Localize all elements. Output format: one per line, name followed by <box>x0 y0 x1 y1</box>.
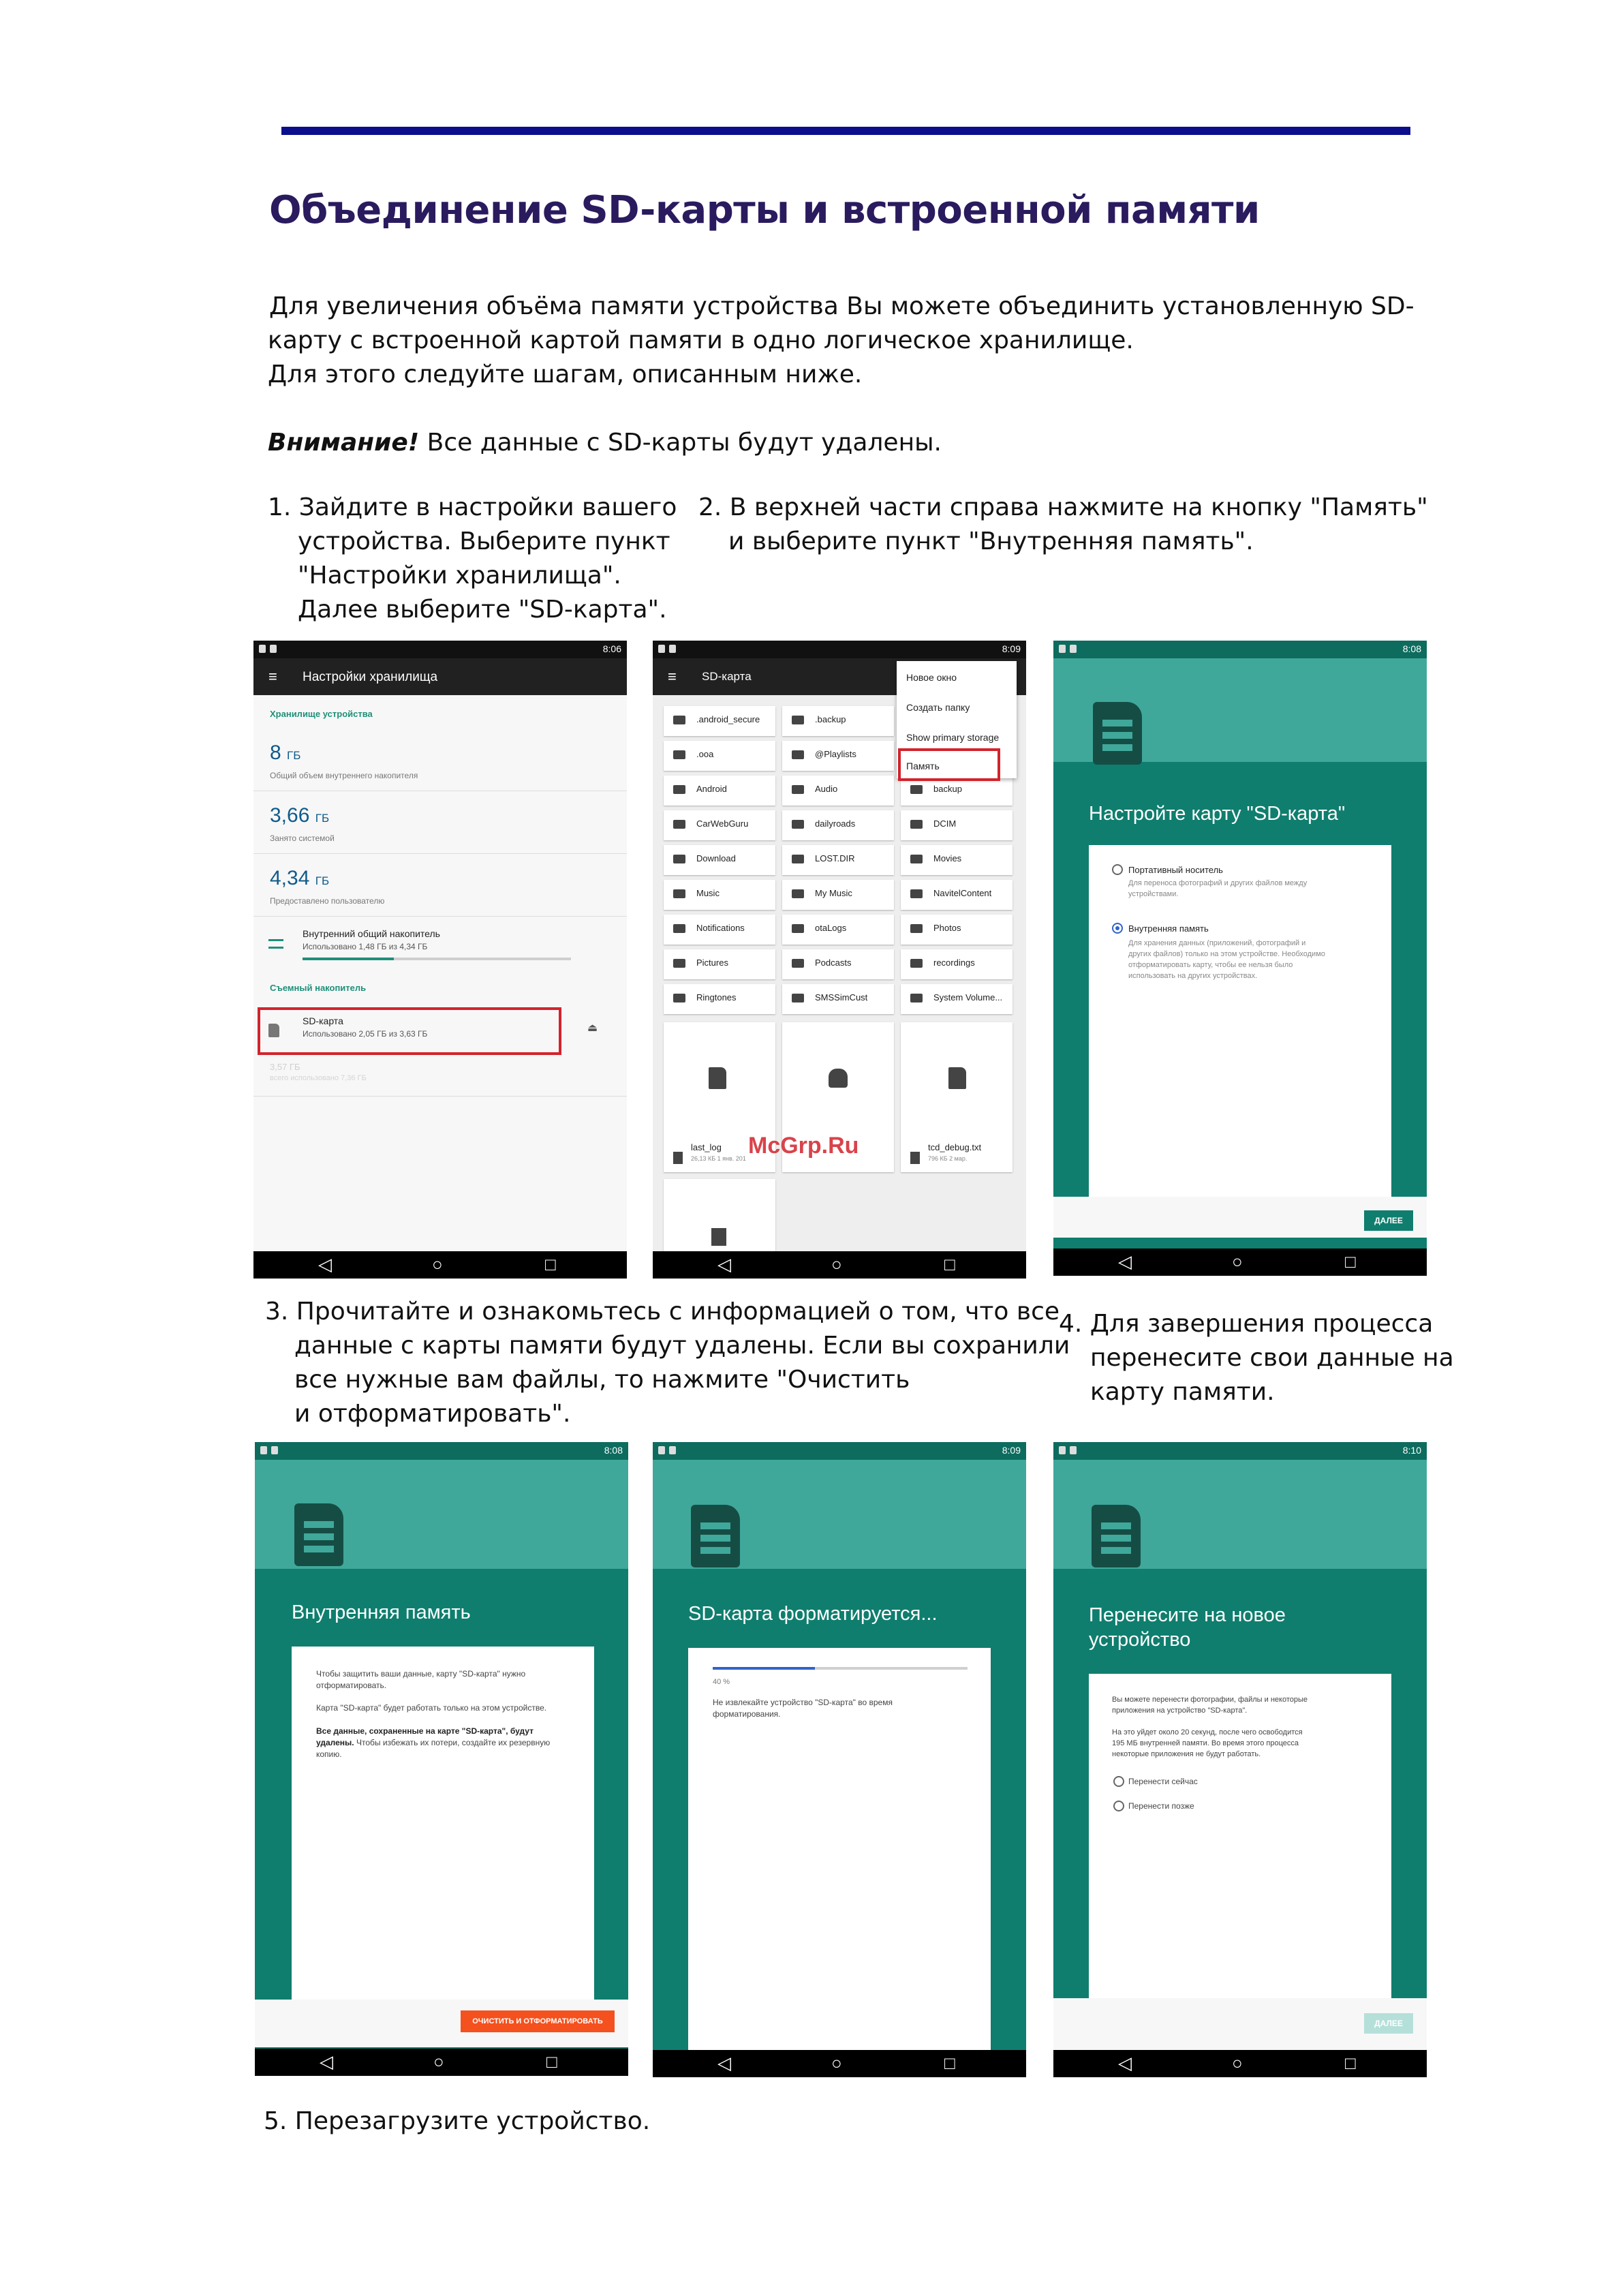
folder-icon <box>792 785 804 794</box>
sd-card-icon <box>294 1503 343 1566</box>
folder-name: Audio <box>815 784 838 794</box>
folder-icon <box>792 889 804 898</box>
folder-icon <box>673 716 685 724</box>
folder-name: Podcasts <box>815 958 852 968</box>
archive-icon <box>711 1228 726 1246</box>
folder-item[interactable] <box>664 949 775 979</box>
folder-item[interactable] <box>782 845 894 875</box>
options-card: Портативный носитель Для переноса фотографий и других файлов между устройствами. Внутренняя память Для хранения данных (приложений, фотографий и других файлов) только на этом устройстве. Необходимо отформатировать карту, чтобы ее нельзя было использовать на других устройствах. <box>1089 845 1391 1238</box>
step2-line-2: и выберите пункт "Внутренняя память". <box>728 527 1254 555</box>
folder-name: Music <box>696 888 720 898</box>
nav-bar <box>1053 1249 1427 1276</box>
menu-show-primary[interactable]: Show primary storage <box>906 732 1000 743</box>
status-time: 8:06 <box>602 643 621 654</box>
menu-memory[interactable]: Память <box>906 761 940 771</box>
app-toolbar <box>253 658 627 695</box>
internal-progress <box>303 958 571 960</box>
menu-icon[interactable]: ≡ <box>268 668 277 685</box>
screenshot-storage-settings <box>253 641 627 1279</box>
folder-icon <box>673 959 685 968</box>
folder-item[interactable] <box>664 845 775 875</box>
folder-icon <box>792 716 804 724</box>
folder-icon <box>792 855 804 863</box>
toolbar-title: SD-карта <box>702 670 752 683</box>
folder-icon <box>910 889 923 898</box>
screenshot-migrate-data <box>1053 1442 1427 2077</box>
menu-create-folder[interactable]: Создать папку <box>906 702 970 713</box>
intro-line-3: Для этого следуйте шагам, описанным ниже. <box>268 361 863 388</box>
folder-item[interactable] <box>782 984 894 1014</box>
faded-value: 3,57 ГБ <box>270 1062 300 1072</box>
note-line: форматирования. <box>713 1709 781 1719</box>
back-icon[interactable]: ◁ <box>717 2053 731 2073</box>
screenshot-internal-memory <box>255 1442 628 2076</box>
user-value: 4,34 ГБ <box>270 867 330 889</box>
folder-icon <box>910 994 923 1002</box>
info-line: На это уйдет около 20 секунд, после чего освободится <box>1112 1728 1303 1736</box>
recents-icon[interactable]: □ <box>1345 2053 1356 2073</box>
file-meta: 26,13 КБ 1 янв. 201 <box>691 1155 746 1162</box>
home-icon[interactable]: ○ <box>1232 1251 1243 1272</box>
sd-title: SD-карта <box>303 1015 343 1026</box>
status-time: 8:09 <box>1002 643 1021 654</box>
screenshot-file-manager <box>653 641 1026 1279</box>
folder-name: NavitelContent <box>933 888 992 898</box>
folder-icon <box>673 750 685 759</box>
step4-line-1: 4. Для завершения процесса <box>1059 1310 1434 1338</box>
back-icon[interactable]: ◁ <box>717 1254 731 1274</box>
status-time: 8:09 <box>1002 1445 1021 1456</box>
folder-icon <box>792 820 804 829</box>
internal-title: Внутренний общий накопитель <box>303 928 440 939</box>
format-progress <box>713 1667 968 1670</box>
folder-item[interactable] <box>782 776 894 806</box>
status-bar <box>1053 641 1427 658</box>
step3-line-2: данные с карты памяти будут удалены. Если вы сохранили <box>294 1332 1070 1360</box>
folder-item[interactable] <box>664 810 775 840</box>
screen-title-line-2: устройство <box>1089 1629 1191 1651</box>
step5-text: 5. Перезагрузите устройство. <box>264 2107 651 2135</box>
migrate-card: Вы можете перенести фотографии, файлы и некоторые приложения на устройство "SD-карта". На это уйдет около 20 секунд, после чего освободится 195 МБ внутренней памяти. Во время этого процесса некоторые приложения не будут работать. Перенести сейчас Перенести позже <box>1089 1674 1391 2005</box>
back-icon[interactable]: ◁ <box>320 2051 333 2072</box>
folder-item[interactable] <box>664 776 775 806</box>
step1-line-1: 1. Зайдите в настройки вашего <box>268 493 677 521</box>
progress-percent: 40 % <box>713 1678 730 1686</box>
document-icon <box>948 1067 966 1089</box>
back-icon[interactable]: ◁ <box>1118 1251 1132 1272</box>
progress-card <box>688 1648 991 2050</box>
faded-label: всего использовано 7,36 ГБ <box>270 1074 367 1082</box>
status-bar <box>1053 1442 1427 1460</box>
folder-icon <box>792 959 804 968</box>
home-icon[interactable]: ○ <box>831 2053 842 2073</box>
info-line: Карта "SD-карта" будет работать только на этом устройстве. <box>316 1703 547 1713</box>
folder-icon <box>673 785 685 794</box>
warning-label: Внимание! <box>268 429 420 457</box>
folder-icon <box>673 924 685 933</box>
info-line: Чтобы защитить ваши данные, карту "SD-карта" нужно <box>316 1669 526 1679</box>
info-line: приложения на устройство "SD-карта". <box>1112 1706 1248 1715</box>
folder-icon <box>792 924 804 933</box>
file-icon <box>709 1067 726 1089</box>
screenshot-setup-card <box>1053 641 1427 1276</box>
info-line: Вы можете перенести фотографии, файлы и некоторые <box>1112 1696 1308 1704</box>
header-rule <box>281 127 1410 135</box>
folder-icon <box>910 820 923 829</box>
sd-card-icon <box>1092 1505 1141 1567</box>
step4-line-2: перенесите свои данные на <box>1090 1344 1454 1372</box>
recents-icon[interactable]: □ <box>546 2051 557 2072</box>
menu-new-window[interactable]: Новое окно <box>906 672 957 683</box>
total-label: Общий объем внутреннего накопителя <box>270 771 418 780</box>
file-tile[interactable] <box>901 1022 1013 1172</box>
folder-item[interactable] <box>901 810 1013 840</box>
screen-title: Настройте карту "SD-карта" <box>1089 803 1346 825</box>
section-device-storage: Хранилище устройства <box>270 709 373 719</box>
radio-portable[interactable] <box>1112 864 1123 875</box>
folder-item[interactable] <box>782 880 894 910</box>
folder-name: .ooa <box>696 749 714 759</box>
folder-name: dailyroads <box>815 818 856 829</box>
folder-name: .android_secure <box>696 714 760 724</box>
info-line: некоторые приложения не будут работать. <box>1112 1750 1261 1758</box>
total-value: 8 ГБ <box>270 741 301 764</box>
file-name: last_log <box>691 1142 722 1152</box>
screen-title: SD-карта форматируется... <box>688 1603 938 1625</box>
folder-name: Pictures <box>696 958 728 968</box>
info-card <box>292 1647 594 2001</box>
file-small-icon <box>673 1152 683 1164</box>
radio-move-now[interactable] <box>1113 1776 1124 1787</box>
next-button-disabled[interactable]: ДАЛЕЕ <box>1364 2013 1413 2034</box>
step1-line-3: "Настройки хранилища". <box>298 562 621 590</box>
sd-sub: Использовано 2,05 ГБ из 3,63 ГБ <box>303 1029 428 1039</box>
warning-text <box>268 426 942 460</box>
info-line: копию. <box>316 1749 342 1759</box>
radio-internal[interactable] <box>1112 923 1123 934</box>
archive-tile[interactable] <box>664 1179 775 1254</box>
folder-item[interactable] <box>664 984 775 1014</box>
folder-item[interactable] <box>664 706 775 736</box>
screen-title-line-1: Перенесите на новое <box>1089 1604 1286 1626</box>
step3-line-1: 3. Прочитайте и ознакомьтесь с информацией о том, что все <box>265 1298 1060 1326</box>
page-title: Объединение SD-карты и встроенной памяти <box>269 188 1260 232</box>
back-icon[interactable]: ◁ <box>318 1254 332 1274</box>
folder-name: .backup <box>815 714 846 724</box>
step3-line-4: и отформатировать". <box>294 1400 571 1428</box>
menu-icon[interactable]: ≡ <box>668 668 677 685</box>
folder-icon <box>673 820 685 829</box>
recents-icon[interactable]: □ <box>545 1254 556 1274</box>
folder-item[interactable] <box>664 880 775 910</box>
intro-line-2: карту с встроенной картой памяти в одно логическое хранилище. <box>268 326 1134 354</box>
folder-item[interactable] <box>664 915 775 945</box>
folder-item[interactable] <box>782 949 894 979</box>
internal-sub: Использовано 1,48 ГБ из 4,34 ГБ <box>303 942 428 951</box>
status-time: 8:08 <box>1402 643 1421 654</box>
folder-name: Movies <box>933 853 962 863</box>
folder-name: recordings <box>933 958 975 968</box>
home-icon[interactable]: ○ <box>433 2051 444 2072</box>
warning-bold: Все данные, сохраненные на карте "SD-карта", будут <box>316 1726 534 1736</box>
home-icon[interactable]: ○ <box>1232 2053 1243 2073</box>
radio-move-later[interactable] <box>1113 1801 1124 1811</box>
folder-name: Ringtones <box>696 992 737 1002</box>
step1-line-4: Далее выберите "SD-карта". <box>298 596 667 624</box>
folder-name: @Playlists <box>815 749 856 759</box>
nav-bar <box>653 1251 1026 1279</box>
folder-name: otaLogs <box>815 923 847 933</box>
recents-icon[interactable]: □ <box>1345 1251 1356 1272</box>
screenshot-formatting <box>653 1442 1026 2077</box>
watermark: McGrp.Ru <box>748 1133 859 1159</box>
folder-icon <box>792 994 804 1002</box>
toolbar-title: Настройки хранилища <box>303 670 438 684</box>
system-value: 3,66 ГБ <box>270 804 330 827</box>
file-meta: 796 КБ 2 мар. <box>928 1155 968 1162</box>
sd-card-icon <box>1093 702 1142 765</box>
folder-item[interactable] <box>901 984 1013 1014</box>
status-time: 8:10 <box>1402 1445 1421 1456</box>
nav-bar <box>253 1251 627 1279</box>
folder-icon <box>910 785 923 794</box>
file-name: tcd_debug.txt <box>928 1142 982 1152</box>
info-line: 195 МБ внутренней памяти. Во время этого процесса <box>1112 1739 1299 1747</box>
folder-item[interactable] <box>901 845 1013 875</box>
recents-icon[interactable]: □ <box>944 2053 955 2073</box>
folder-name: System Volume... <box>933 992 1003 1002</box>
folder-name: My Music <box>815 888 852 898</box>
folder-item[interactable] <box>901 880 1013 910</box>
home-icon[interactable]: ○ <box>432 1254 443 1274</box>
status-bar <box>253 641 627 658</box>
folder-name: backup <box>933 784 962 794</box>
recents-icon[interactable]: □ <box>944 1254 955 1274</box>
status-bar <box>653 1442 1026 1460</box>
folder-icon <box>792 750 804 759</box>
section-removable: Съемный накопитель <box>270 983 367 993</box>
next-button[interactable]: ДАЛЕЕ <box>1364 1210 1413 1231</box>
folder-item[interactable] <box>782 810 894 840</box>
user-label: Предоставлено пользователю <box>270 896 385 906</box>
folder-item[interactable] <box>782 706 894 736</box>
folder-name: CarWebGuru <box>696 818 749 829</box>
folder-icon <box>910 855 923 863</box>
screen-title: Внутренняя память <box>292 1602 471 1623</box>
folder-item[interactable] <box>901 915 1013 945</box>
system-label: Занято системой <box>270 833 335 843</box>
step2-line-1: 2. В верхней части справа нажмите на кнопку "Память" <box>698 493 1428 521</box>
folder-name: LOST.DIR <box>815 853 855 863</box>
folder-icon <box>673 889 685 898</box>
erase-format-button[interactable]: ОЧИСТИТЬ И ОТФОРМАТИРОВАТЬ <box>461 2010 615 2032</box>
note-line: Не извлекайте устройство "SD-карта" во время <box>713 1698 893 1707</box>
android-icon <box>829 1069 848 1088</box>
info-line: удалены. Чтобы избежать их потери, создайте их резервную <box>316 1738 551 1747</box>
folder-name: Photos <box>933 923 961 933</box>
folder-icon <box>673 855 685 863</box>
storage-icon <box>268 939 283 949</box>
folder-item[interactable] <box>901 949 1013 979</box>
folder-icon <box>910 924 923 933</box>
folder-item[interactable] <box>664 741 775 771</box>
step1-line-2: устройства. Выберите пункт <box>298 527 670 555</box>
folder-icon <box>673 994 685 1002</box>
nav-bar <box>255 2049 628 2076</box>
status-bar <box>653 641 1026 658</box>
status-time: 8:08 <box>604 1445 623 1456</box>
home-icon[interactable]: ○ <box>831 1254 842 1274</box>
folder-name: SMSSimCust <box>815 992 868 1002</box>
step4-line-3: карту памяти. <box>1090 1378 1275 1406</box>
sd-card-icon <box>691 1505 740 1567</box>
back-icon[interactable]: ◁ <box>1118 2053 1132 2073</box>
folder-name: Notifications <box>696 923 745 933</box>
folder-icon <box>910 959 923 968</box>
highlight-box <box>258 1007 561 1055</box>
eject-icon[interactable]: ⏏ <box>587 1022 598 1034</box>
info-line: отформатировать. <box>316 1681 387 1690</box>
warning-body: Все данные с SD-карты будут удалены. <box>419 429 942 457</box>
folder-name: Android <box>696 784 727 794</box>
file-small-icon <box>910 1152 920 1164</box>
step3-line-3: все нужные вам файлы, то нажмите "Очистить <box>294 1366 910 1394</box>
folder-name: Download <box>696 853 736 863</box>
status-bar <box>255 1442 628 1460</box>
highlight-box <box>898 748 1000 781</box>
nav-bar <box>1053 2050 1427 2077</box>
nav-bar <box>653 2050 1026 2077</box>
intro-line-1: Для увеличения объёма памяти устройства Вы можете объединить установленную SD- <box>269 292 1415 320</box>
folder-item[interactable] <box>782 741 894 771</box>
folder-item[interactable] <box>782 915 894 945</box>
folder-name: DCIM <box>933 818 957 829</box>
